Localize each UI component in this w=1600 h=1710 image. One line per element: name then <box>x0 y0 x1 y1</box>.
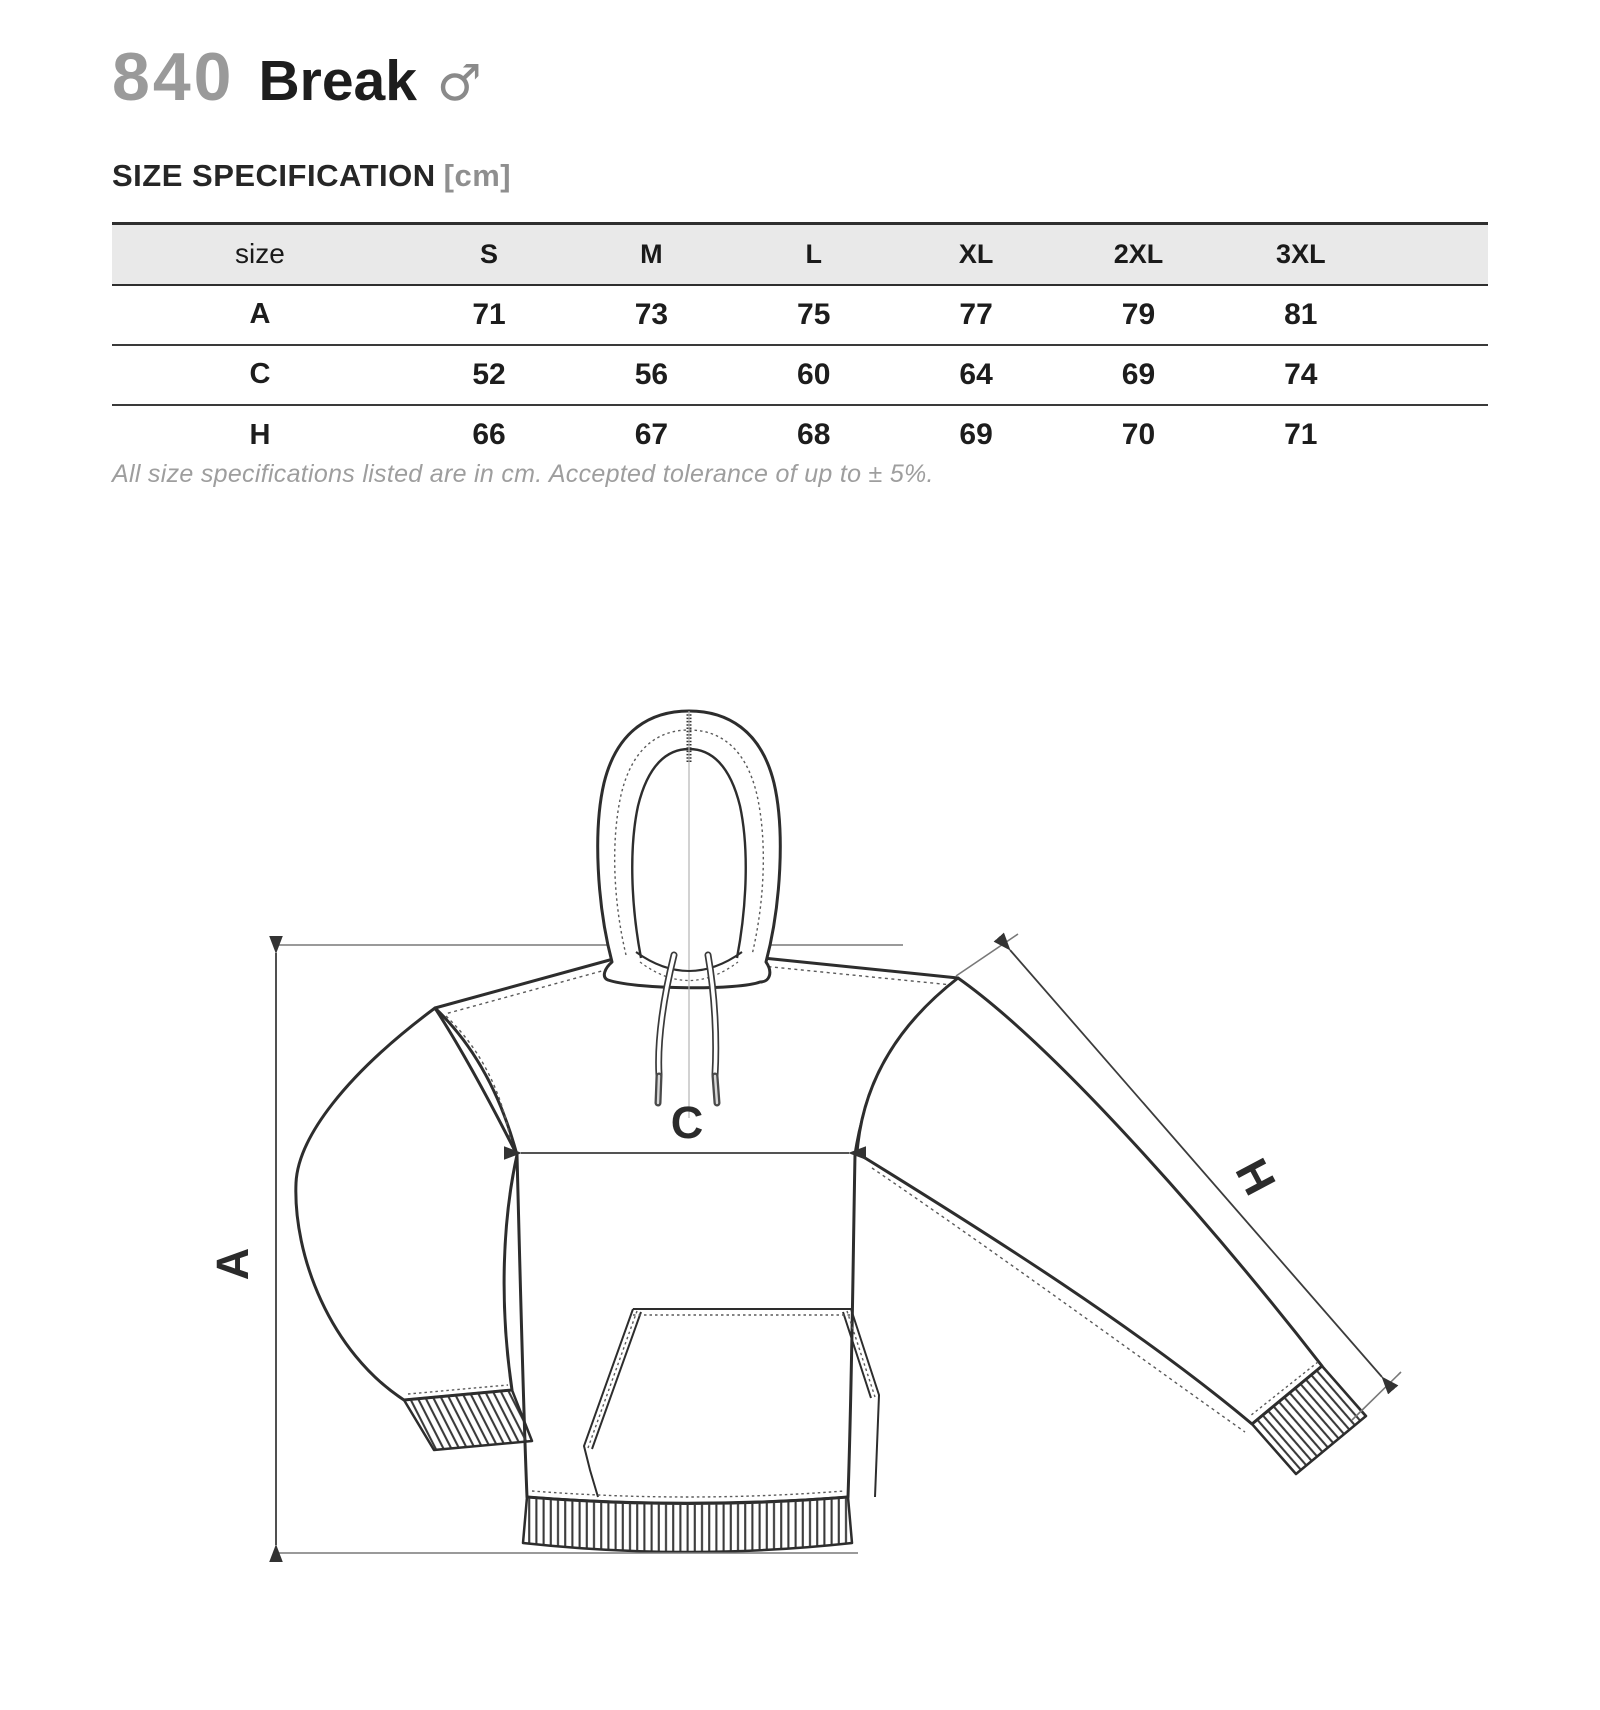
cell-h-2xl: 70 <box>1121 418 1156 451</box>
col-header-m: M <box>570 224 732 285</box>
col-header-size: size <box>112 224 408 285</box>
cell-a-2xl: 79 <box>1121 297 1156 331</box>
cell-c-s: 52 <box>472 357 506 391</box>
product-name: Break <box>258 49 417 113</box>
h-extension-bottom <box>1352 1372 1401 1420</box>
cell-h-l: 68 <box>797 418 831 451</box>
row-label-c: C <box>249 358 271 390</box>
h-extension-top <box>956 934 1018 976</box>
cell-a-xl: 77 <box>959 297 993 331</box>
cell-c-3xl: 74 <box>1284 357 1318 391</box>
right-sleeve <box>857 978 1366 1474</box>
tolerance-footnote: All size specifications listed are in cm. Accepted tolerance of up to ± 5%. <box>112 460 934 488</box>
col-header-s: S <box>408 224 570 285</box>
dimension-label-a: A <box>207 1247 258 1281</box>
cell-h-xl: 69 <box>959 418 993 451</box>
cell-c-m: 56 <box>634 357 669 391</box>
dimension-label-c: C <box>670 1097 704 1148</box>
cell-c-xl: 64 <box>959 357 993 391</box>
col-header-xl: XL <box>895 224 1057 285</box>
row-label-h: H <box>249 418 271 451</box>
row-label-a: A <box>249 298 271 330</box>
cell-a-s: 71 <box>472 297 506 331</box>
male-gender-icon: ♂ <box>436 54 482 112</box>
cell-a-l: 75 <box>797 297 831 331</box>
cell-h-m: 67 <box>634 418 669 451</box>
cell-h-s: 66 <box>472 418 506 451</box>
cell-h-3xl: 71 <box>1284 418 1318 451</box>
col-header-3xl: 3XL <box>1220 224 1382 285</box>
product-code: 840 <box>112 39 235 115</box>
cell-c-l: 60 <box>797 357 831 391</box>
cell-a-m: 73 <box>634 297 669 331</box>
section-unit: [cm] <box>443 158 512 193</box>
dimension-label-h: H <box>1225 1150 1286 1204</box>
cell-a-3xl: 81 <box>1284 297 1318 331</box>
col-header-l: L <box>733 224 895 285</box>
col-header-2xl: 2XL <box>1057 224 1219 285</box>
section-title-text: SIZE SPECIFICATION <box>112 158 436 193</box>
cell-c-2xl: 69 <box>1121 357 1156 391</box>
